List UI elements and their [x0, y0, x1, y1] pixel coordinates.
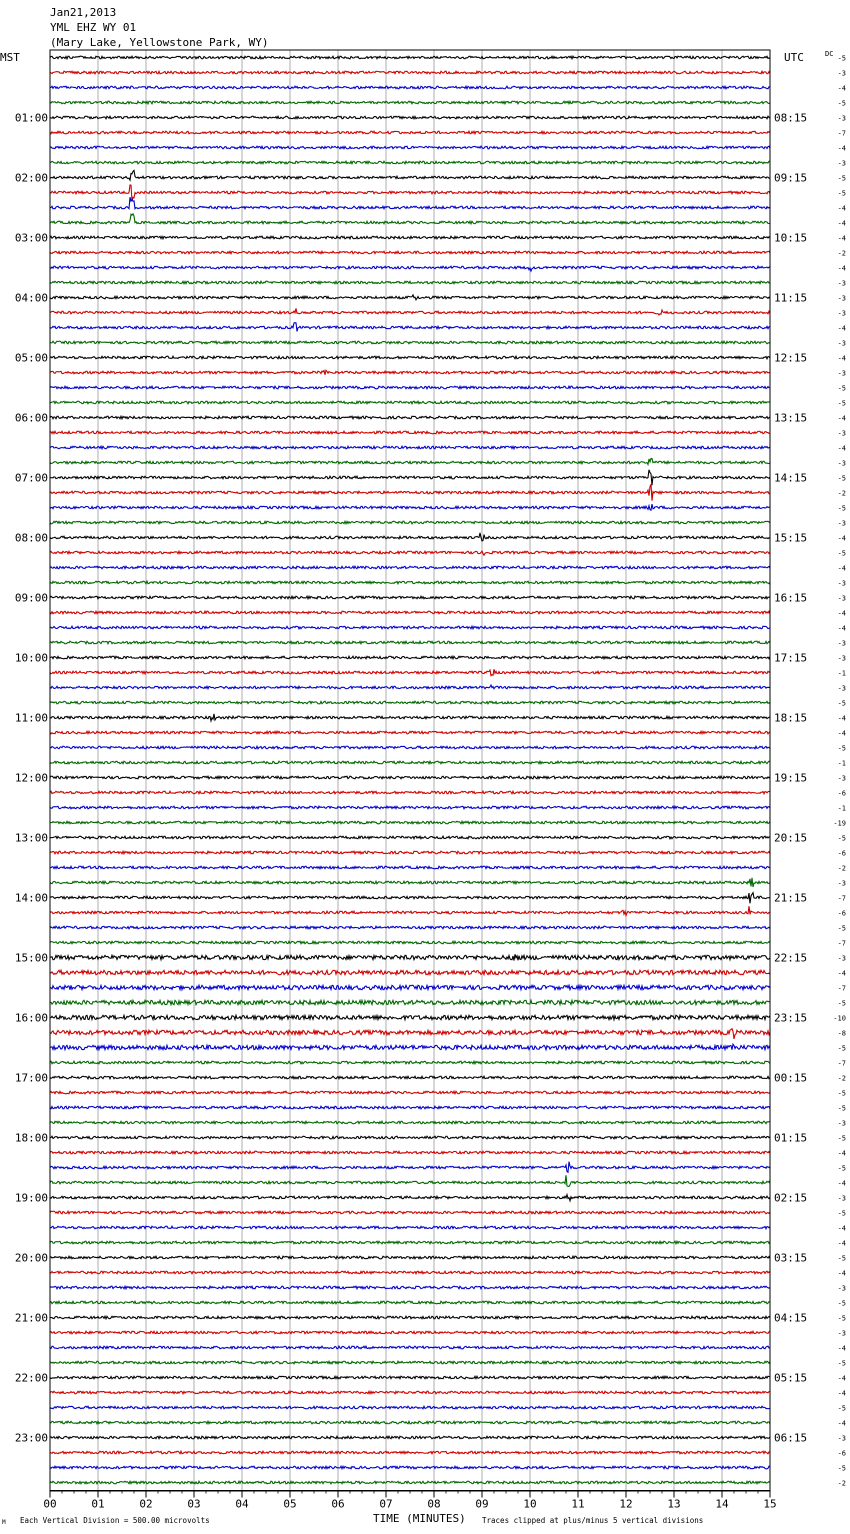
dc-offset-label: -5 [837, 399, 846, 408]
dc-offset-label: -4 [837, 264, 846, 273]
trace-52 [50, 836, 770, 839]
trace-85 [50, 1331, 770, 1334]
trace-68 [50, 1076, 770, 1079]
dc-offset-label: -4 [837, 1344, 846, 1353]
trace-61 [50, 970, 770, 974]
mst-time-label: 11:00 [14, 711, 48, 725]
x-tick-label: 10 [523, 1497, 537, 1511]
trace-0 [50, 56, 770, 59]
dc-offset-label: -4 [837, 624, 846, 633]
mst-time-label: 06:00 [14, 411, 48, 425]
dc-offset-label: -4 [837, 1419, 846, 1428]
trace-15 [50, 281, 770, 284]
dc-offset-label: -3 [837, 69, 846, 78]
trace-37 [50, 611, 770, 614]
trace-63 [50, 1000, 770, 1004]
x-tick-label: 08 [427, 1497, 441, 1511]
trace-90 [50, 1406, 770, 1409]
x-tick-label: 15 [763, 1497, 777, 1511]
trace-22 [50, 386, 770, 389]
trace-75 [50, 1175, 770, 1186]
mst-time-label: 22:00 [14, 1371, 48, 1385]
dc-offset-label: -5 [837, 834, 846, 843]
mst-time-label: 19:00 [14, 1191, 48, 1205]
trace-42 [50, 685, 770, 689]
dc-offset-label: -4 [837, 84, 846, 93]
dc-offset-label: -4 [837, 1239, 846, 1248]
trace-53 [50, 851, 770, 854]
utc-time-label: 00:15 [774, 1071, 808, 1085]
dc-offset-label: -5 [837, 549, 846, 558]
trace-76 [50, 1195, 770, 1201]
x-tick-label: 05 [283, 1497, 297, 1511]
x-tick-label: 04 [235, 1497, 249, 1511]
trace-87 [50, 1361, 770, 1364]
mst-time-label: 04:00 [14, 291, 48, 305]
mst-axis-label: MST [0, 51, 20, 64]
utc-time-label: 18:15 [774, 711, 808, 725]
trace-84 [50, 1316, 770, 1319]
utc-time-label: 14:15 [774, 471, 808, 485]
trace-86 [50, 1346, 770, 1349]
trace-11 [50, 214, 770, 224]
dc-offset-label: -5 [837, 699, 846, 708]
trace-2 [50, 86, 770, 89]
dc-offset-label: -6 [837, 789, 846, 798]
station-location: (Mary Lake, Yellowstone Park, WY) [50, 36, 269, 49]
trace-32 [50, 533, 770, 541]
trace-69 [50, 1091, 770, 1094]
dc-offset-label: -5 [837, 1104, 846, 1113]
x-tick-label: 01 [91, 1497, 105, 1511]
dc-offset-label: -4 [837, 969, 846, 978]
dc-offset-label: -5 [837, 1044, 846, 1053]
trace-67 [50, 1061, 770, 1064]
trace-45 [50, 731, 770, 734]
mst-time-label: 17:00 [14, 1071, 48, 1085]
dc-offset-label: -4 [837, 1179, 846, 1188]
dc-offset-label: -4 [837, 444, 846, 453]
x-tick-label: 11 [571, 1497, 585, 1511]
mst-time-label: 02:00 [14, 171, 48, 185]
mst-time-label: 15:00 [14, 951, 48, 965]
dc-offset-label: -3 [837, 1194, 846, 1203]
dc-offset-label: -5 [837, 1404, 846, 1413]
dc-offset-label: -1 [837, 759, 846, 768]
trace-17 [50, 308, 770, 315]
x-tick-label: 00 [43, 1497, 57, 1511]
utc-time-label: 17:15 [774, 651, 808, 665]
trace-57 [50, 906, 770, 915]
scale-note: Each Vertical Division = 500.00 microvolts [20, 1516, 210, 1525]
dc-offset-label: -7 [837, 984, 846, 993]
dc-offset-label: -4 [837, 1389, 846, 1398]
dc-offset-label: -1 [837, 804, 846, 813]
trace-38 [50, 626, 770, 629]
utc-time-label: 15:15 [774, 531, 808, 545]
plot-frame [50, 50, 770, 1491]
trace-55 [50, 878, 770, 887]
trace-40 [50, 656, 770, 659]
trace-79 [50, 1241, 770, 1244]
trace-41 [50, 669, 770, 675]
dc-offset-label: -5 [837, 1089, 846, 1098]
utc-time-label: 06:15 [774, 1431, 808, 1445]
trace-24 [50, 416, 770, 419]
trace-36 [50, 596, 770, 599]
mst-time-label: 03:00 [14, 231, 48, 245]
trace-77 [50, 1211, 770, 1214]
utc-time-label: 11:15 [774, 291, 808, 305]
trace-56 [50, 893, 770, 904]
trace-91 [50, 1421, 770, 1424]
utc-time-label: 10:15 [774, 231, 808, 245]
dc-offset-label: -6 [837, 909, 846, 918]
trace-9 [50, 185, 770, 201]
trace-51 [50, 821, 770, 824]
dc-offset-label: -10 [833, 1014, 846, 1023]
trace-7 [50, 161, 770, 164]
dc-offset-label: -4 [837, 714, 846, 723]
dc-offset-label: -4 [837, 204, 846, 213]
x-tick-label: 07 [379, 1497, 393, 1511]
dc-offset-label: -5 [837, 99, 846, 108]
dc-offset-label: -3 [837, 579, 846, 588]
trace-30 [50, 504, 770, 510]
x-tick-label: 02 [139, 1497, 153, 1511]
trace-95 [50, 1481, 770, 1484]
x-axis-title: TIME (MINUTES) [373, 1512, 466, 1525]
mst-time-label: 20:00 [14, 1251, 48, 1265]
dc-offset-label: -2 [837, 489, 846, 498]
trace-47 [50, 761, 770, 764]
dc-offset-label: -3 [837, 429, 846, 438]
chart-date: Jan21,2013 [50, 6, 117, 19]
dc-offset-label: -3 [837, 684, 846, 693]
x-tick-label: 14 [715, 1497, 729, 1511]
dc-offset-label: -7 [837, 939, 846, 948]
dc-offset-label: -4 [837, 534, 846, 543]
trace-54 [50, 866, 770, 869]
utc-time-label: 02:15 [774, 1191, 808, 1205]
trace-14 [50, 266, 770, 271]
trace-1 [50, 71, 770, 74]
x-tick-label: 13 [667, 1497, 681, 1511]
dc-offset-label: -4 [837, 219, 846, 228]
trace-58 [50, 926, 770, 929]
trace-19 [50, 341, 770, 344]
dc-offset-label: -5 [837, 384, 846, 393]
trace-93 [50, 1451, 770, 1454]
dc-offset-label: -5 [837, 1209, 846, 1218]
trace-12 [50, 236, 770, 239]
dc-offset-label: -5 [837, 1164, 846, 1173]
dc-offset-label: -4 [837, 354, 846, 363]
trace-88 [50, 1376, 770, 1379]
dc-offset-label: -3 [837, 1434, 846, 1443]
trace-62 [50, 985, 770, 989]
dc-offset-label: -5 [837, 54, 846, 63]
trace-layer [50, 56, 770, 1484]
trace-25 [50, 431, 770, 434]
footer-mark: M [2, 1519, 6, 1526]
trace-46 [50, 746, 770, 749]
dc-offset-label: -5 [837, 1299, 846, 1308]
trace-89 [50, 1391, 770, 1394]
utc-time-label: 04:15 [774, 1311, 808, 1325]
dc-offset-label: -3 [837, 279, 846, 288]
dc-offset-label: -4 [837, 1269, 846, 1278]
mst-time-label: 21:00 [14, 1311, 48, 1325]
dc-offset-label: -3 [837, 294, 846, 303]
trace-66 [50, 1044, 770, 1049]
mst-time-label: 08:00 [14, 531, 48, 545]
label-layer [15, 55, 846, 1511]
trace-94 [50, 1466, 770, 1469]
utc-time-label: 19:15 [774, 771, 808, 785]
dc-offset-label: -8 [837, 1029, 846, 1038]
trace-83 [50, 1301, 770, 1304]
x-tick-label: 09 [475, 1497, 489, 1511]
dc-offset-label: -4 [837, 1224, 846, 1233]
dc-offset-label: -3 [837, 879, 846, 888]
dc-offset-label: -4 [837, 414, 846, 423]
utc-time-label: 23:15 [774, 1011, 808, 1025]
trace-5 [50, 131, 770, 134]
mst-time-label: 05:00 [14, 351, 48, 365]
dc-offset-label: -6 [837, 849, 846, 858]
dc-offset-label: -4 [837, 1149, 846, 1158]
utc-axis-label: UTC [784, 51, 804, 64]
mst-time-label: 13:00 [14, 831, 48, 845]
dc-offset-label: -6 [837, 1449, 846, 1458]
dc-offset-label: -3 [837, 159, 846, 168]
mst-time-label: 01:00 [14, 111, 48, 125]
dc-offset-label: -5 [837, 474, 846, 483]
mst-time-label: 14:00 [14, 891, 48, 905]
dc-offset-label: -5 [837, 1464, 846, 1473]
mst-time-label: 12:00 [14, 771, 48, 785]
clip-note: Traces clipped at plus/minus 5 vertical divisions [482, 1516, 704, 1525]
trace-20 [50, 356, 770, 359]
trace-50 [50, 806, 770, 809]
trace-16 [50, 295, 770, 300]
dc-offset-label: -4 [837, 324, 846, 333]
dc-offset-label: -3 [837, 774, 846, 783]
dc-offset-label: -5 [837, 1254, 846, 1263]
utc-time-label: 08:15 [774, 111, 808, 125]
dc-offset-label: -19 [833, 819, 846, 828]
utc-time-label: 03:15 [774, 1251, 808, 1265]
utc-time-label: 22:15 [774, 951, 808, 965]
dc-offset-label: -5 [837, 189, 846, 198]
dc-offset-label: -5 [837, 1359, 846, 1368]
trace-48 [50, 776, 770, 779]
x-tick-label: 12 [619, 1497, 633, 1511]
mst-time-label: 07:00 [14, 471, 48, 485]
dc-offset-label: -4 [837, 564, 846, 573]
mst-time-label: 10:00 [14, 651, 48, 665]
dc-label: DC [825, 50, 834, 58]
trace-65 [50, 1029, 770, 1039]
dc-offset-label: -5 [837, 504, 846, 513]
trace-26 [50, 446, 770, 449]
dc-offset-label: -1 [837, 669, 846, 678]
dc-offset-label: -7 [837, 1059, 846, 1068]
dc-offset-label: -2 [837, 249, 846, 258]
dc-offset-label: -3 [837, 519, 846, 528]
utc-time-label: 05:15 [774, 1371, 808, 1385]
x-tick-label: 03 [187, 1497, 201, 1511]
dc-offset-label: -4 [837, 234, 846, 243]
dc-offset-label: -3 [837, 1284, 846, 1293]
trace-27 [50, 458, 770, 464]
trace-6 [50, 146, 770, 149]
trace-80 [50, 1256, 770, 1259]
utc-time-label: 13:15 [774, 411, 808, 425]
dc-offset-label: -5 [837, 999, 846, 1008]
dc-offset-label: -5 [837, 1314, 846, 1323]
utc-time-label: 01:15 [774, 1131, 808, 1145]
trace-13 [50, 251, 770, 254]
trace-35 [50, 581, 770, 584]
dc-offset-label: -5 [837, 744, 846, 753]
trace-21 [50, 370, 770, 374]
trace-74 [50, 1162, 770, 1173]
trace-33 [50, 551, 770, 555]
trace-18 [50, 323, 770, 332]
trace-31 [50, 521, 770, 524]
dc-offset-label: -3 [837, 339, 846, 348]
trace-73 [50, 1151, 770, 1154]
dc-offset-label: -7 [837, 894, 846, 903]
dc-offset-label: -4 [837, 609, 846, 618]
trace-3 [50, 101, 770, 104]
dc-offset-label: -3 [837, 594, 846, 603]
mst-time-label: 16:00 [14, 1011, 48, 1025]
dc-offset-label: -3 [837, 459, 846, 468]
trace-72 [50, 1136, 770, 1139]
trace-81 [50, 1271, 770, 1274]
trace-60 [50, 954, 770, 960]
trace-92 [50, 1436, 770, 1439]
trace-78 [50, 1226, 770, 1229]
dc-offset-label: -3 [837, 114, 846, 123]
utc-time-label: 09:15 [774, 171, 808, 185]
mst-time-label: 09:00 [14, 591, 48, 605]
mst-time-label: 23:00 [14, 1431, 48, 1445]
dc-offset-label: -4 [837, 1374, 846, 1383]
dc-offset-label: -4 [837, 729, 846, 738]
dc-offset-label: -3 [837, 309, 846, 318]
dc-offset-label: -7 [837, 129, 846, 138]
mst-time-label: 18:00 [14, 1131, 48, 1145]
dc-offset-label: -5 [837, 924, 846, 933]
trace-82 [50, 1286, 770, 1289]
trace-43 [50, 701, 770, 704]
utc-time-label: 12:15 [774, 351, 808, 365]
trace-70 [50, 1106, 770, 1109]
x-tick-label: 06 [331, 1497, 345, 1511]
dc-offset-label: -3 [837, 639, 846, 648]
trace-28 [50, 470, 770, 485]
trace-34 [50, 566, 770, 569]
trace-71 [50, 1121, 770, 1124]
dc-offset-label: -3 [837, 1329, 846, 1338]
dc-offset-label: -4 [837, 144, 846, 153]
dc-offset-label: -2 [837, 864, 846, 873]
trace-64 [50, 1015, 770, 1019]
utc-time-label: 21:15 [774, 891, 808, 905]
trace-4 [50, 116, 770, 119]
trace-49 [50, 791, 770, 794]
dc-offset-label: -5 [837, 174, 846, 183]
dc-offset-label: -5 [837, 1134, 846, 1143]
station-code: YML EHZ WY 01 [50, 21, 137, 34]
dc-offset-label: -3 [837, 1119, 846, 1128]
trace-44 [50, 714, 770, 721]
trace-8 [50, 170, 770, 180]
dc-offset-label: -3 [837, 654, 846, 663]
trace-23 [50, 401, 770, 404]
trace-39 [50, 641, 770, 644]
dc-offset-label: -2 [837, 1479, 846, 1488]
trace-59 [50, 941, 770, 944]
trace-10 [50, 197, 770, 209]
dc-offset-label: -3 [837, 369, 846, 378]
utc-time-label: 16:15 [774, 591, 808, 605]
dc-offset-label: -2 [837, 1074, 846, 1083]
utc-time-label: 20:15 [774, 831, 808, 845]
trace-29 [50, 484, 770, 500]
dc-offset-label: -3 [837, 954, 846, 963]
